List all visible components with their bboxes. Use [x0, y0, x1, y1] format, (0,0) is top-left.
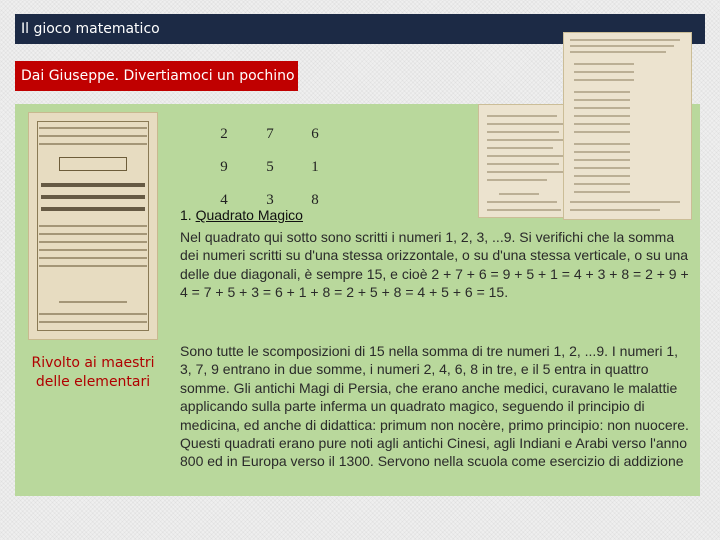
magic-square-cell: 8 [311, 192, 319, 208]
magic-square-cell: 3 [266, 192, 274, 208]
book-caption: Rivolto ai maestri delle elementari [31, 355, 155, 390]
magic-square-cell: 1 [311, 159, 319, 175]
section-heading [180, 207, 303, 223]
magic-square-cell: 6 [311, 126, 319, 142]
slide-title-text: Il gioco matematico [21, 21, 160, 37]
magic-square-cell: 5 [266, 159, 274, 175]
book-cover-image [28, 112, 158, 340]
magic-square-cell: 7 [266, 126, 274, 142]
slide-subtitle [15, 61, 298, 91]
section-number: 1. [180, 207, 192, 223]
magic-square-cell: 4 [220, 192, 228, 208]
scanned-page-image [478, 104, 570, 218]
section-title: Quadrato Magico [195, 207, 303, 223]
paragraph-magic-square-history: Sono tutte le scomposizioni di 15 nella somma di tre numeri 1, 2, ...9. I numeri 1, 3, 7, 9 entrano in due somme, i numeri 2, 4, 6, 8 in tre, e il 5 entra in quattro somme. Gli antichi Magi di Persia, che erano anche medici, curavano le malattie applicando sulla parte inferma un quadrato magico, seguendo il principio di medicina, ed anche di didattica: primum non nocère, primo principio: non nuocere. Questi quadrati erano pure noti agli antichi Cinesi, agli Indiani e Arabi verso l'anno 800 ed in Europa verso il 1300. Servono nella scuola come esercizio di addizione [180, 343, 689, 470]
slide-subtitle-text: Dai Giuseppe. Divertiamoci un pochino [21, 68, 295, 84]
magic-square-cell: 9 [220, 159, 228, 175]
paragraph-magic-square-rule: Nel quadrato qui sotto sono scritti i numeri 1, 2, 3, ...9. Si verifichi che la somma dei numeri scritti su d'una stessa orizzontale, o su d'una stessa verticale, o su una delle due diagonali, è sempre 15, e cioè 2 + 7 + 6 = 9 + 5 + 1 = 4 + 3 + 8 = 2 + 9 + 4 = 7 + 5 + 3 = 6 + 1 + 8 = 2 + 5 + 8 = 4 + 5 + 6 = 15. [180, 229, 689, 301]
scanned-page-image [563, 32, 692, 220]
magic-square-cell: 2 [220, 126, 228, 142]
